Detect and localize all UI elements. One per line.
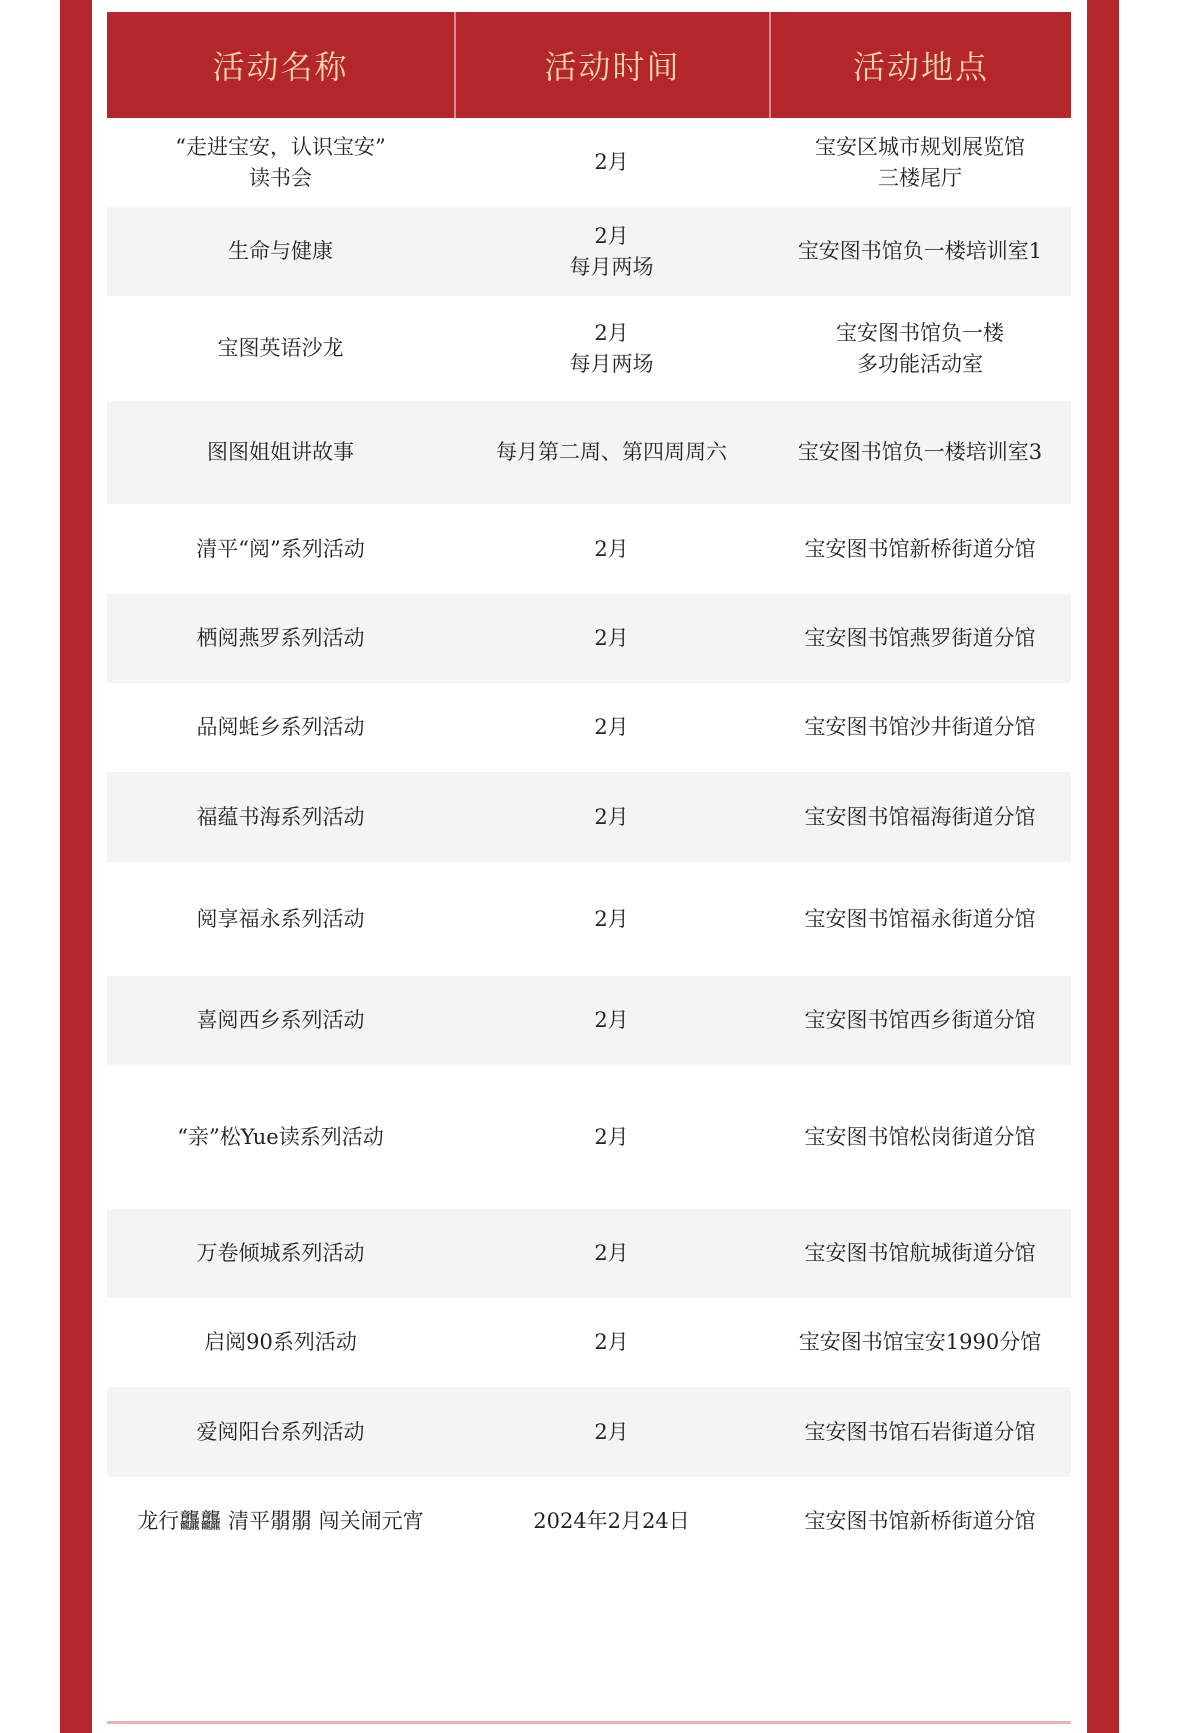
cell-activity-name [107,683,454,772]
cell-activity-time-line: 2024年2月24日 [533,1509,690,1533]
cell-activity-name-line: 读书会 [249,165,312,190]
cell-activity-place-line: 宝安图书馆福海街道分馆 [804,804,1036,829]
cell-activity-name [107,207,454,296]
cell-activity-place-line: 宝安图书馆石岩街道分馆 [804,1419,1036,1444]
cell-activity-time-line: 2月 [594,715,629,739]
cell-activity-place [769,1298,1071,1387]
table-row [107,1065,1071,1209]
cell-activity-time-line: 2月 [594,320,629,345]
cell-activity-place-line: 宝安图书馆沙井街道分馆 [804,715,1036,739]
cell-activity-name-line: 图图姐姐讲故事 [207,440,354,464]
right-red-border [1087,0,1119,1733]
header-activity-place: 活动地点 [769,12,1071,118]
cell-activity-name-line: 生命与健康 [228,239,333,263]
cell-activity-name [107,594,454,683]
table-row [107,296,1071,401]
cell-activity-time-line: 每月第二周、第四周周六 [496,440,727,464]
table-row [107,118,1071,207]
cell-activity-place [769,1065,1071,1209]
cell-activity-name-line: 栖阅燕罗系列活动 [196,626,365,650]
cell-activity-time [454,683,769,772]
cell-activity-name-line: 福蕴书海系列活动 [196,804,365,829]
cell-activity-name [107,976,454,1065]
table-header [107,12,1071,118]
table-row [107,1298,1071,1387]
cell-activity-place [769,976,1071,1065]
cell-activity-time-line: 每月两场 [569,254,654,279]
cell-activity-time [454,207,769,296]
table-row [107,976,1071,1065]
cell-activity-name [107,1477,454,1566]
cell-activity-place [769,1477,1071,1566]
cell-activity-name-line: 喜阅西乡系列活动 [196,1008,365,1032]
cell-activity-place [769,118,1071,207]
cell-activity-place-line: 宝安图书馆航城街道分馆 [804,1241,1036,1265]
cell-activity-time-line: 2月 [594,1124,629,1149]
cell-activity-name-line: 阅享福永系列活动 [196,906,365,931]
left-red-border [60,0,92,1733]
cell-activity-time-line: 2月 [594,1419,629,1444]
cell-activity-place-line: 宝安图书馆负一楼培训室3 [797,440,1043,464]
cell-activity-place-line: 宝安图书馆新桥街道分馆 [804,536,1036,561]
cell-activity-time [454,1298,769,1387]
cell-activity-name-line: 龙行龘龘 清平朤朤 闯关闹元宵 [137,1509,424,1533]
cell-activity-time-line: 2月 [594,223,629,248]
cell-activity-time [454,1477,769,1566]
cell-activity-place-line: 宝安图书馆新桥街道分馆 [804,1509,1036,1533]
cell-activity-time [454,1387,769,1477]
cell-activity-name [107,296,454,401]
table-row [107,401,1071,504]
cell-activity-name-line: 宝图英语沙龙 [217,336,344,360]
cell-activity-name [107,118,454,207]
table-row [107,683,1071,772]
cell-activity-time [454,976,769,1065]
cell-activity-place [769,772,1071,862]
cell-activity-name-line: 品阅蚝乡系列活动 [196,715,365,739]
cell-activity-name-line: “亲”松Yue读系列活动 [177,1124,384,1149]
cell-activity-time-line: 2月 [594,626,629,650]
cell-activity-name [107,1387,454,1477]
cell-activity-place-line: 多功能活动室 [857,351,983,376]
cell-activity-time [454,401,769,504]
table-row [107,504,1071,594]
cell-activity-place [769,401,1071,504]
table-row [107,207,1071,296]
cell-activity-place [769,683,1071,772]
table-row [107,594,1071,683]
cell-activity-name [107,1209,454,1298]
cell-activity-place-line: 宝安图书馆松岗街道分馆 [804,1124,1036,1149]
cell-activity-time-line: 2月 [594,1241,629,1265]
cell-activity-time [454,594,769,683]
header-activity-time: 活动时间 [454,12,769,118]
cell-activity-place [769,207,1071,296]
cell-activity-name [107,401,454,504]
cell-activity-time-line: 2月 [594,906,629,931]
cell-activity-name-line: 启阅90系列活动 [204,1330,357,1354]
cell-activity-name [107,504,454,594]
cell-activity-place-line: 宝安图书馆西乡街道分馆 [804,1008,1036,1032]
cell-activity-place [769,594,1071,683]
cell-activity-place-line: 宝安图书馆宝安1990分馆 [798,1330,1042,1354]
cell-activity-time [454,862,769,976]
cell-activity-time-line: 2月 [594,1008,629,1032]
cell-activity-time [454,296,769,401]
cell-activity-place-line: 宝安图书馆负一楼 [836,320,1004,345]
cell-activity-place [769,1209,1071,1298]
table-row [107,1477,1071,1566]
cell-activity-time [454,504,769,594]
cell-activity-time-line: 2月 [594,804,629,829]
cell-activity-time-line: 2月 [594,1330,629,1354]
cell-activity-place [769,504,1071,594]
cell-activity-time-line: 2月 [594,150,629,174]
table-row [107,1209,1071,1298]
table-row [107,862,1071,976]
cell-activity-name [107,862,454,976]
header-activity-name: 活动名称 [212,48,349,86]
table-bottom-divider [107,1721,1071,1724]
cell-activity-place-line: 宝安图书馆负一楼培训室1 [797,239,1043,263]
table-row [107,772,1071,862]
cell-activity-time [454,1209,769,1298]
cell-activity-time-line: 2月 [594,536,629,561]
cell-activity-name [107,772,454,862]
table-body [107,118,1071,1566]
cell-activity-time-line: 每月两场 [569,351,654,376]
cell-activity-name-line: 清平“阅”系列活动 [196,536,365,561]
cell-activity-name-line: 万卷倾城系列活动 [196,1241,365,1265]
cell-activity-time [454,118,769,207]
cell-activity-time [454,1065,769,1209]
cell-activity-place-line: 宝安图书馆福永街道分馆 [804,906,1036,931]
cell-activity-place-line: 宝安区城市规划展览馆 [815,134,1025,159]
cell-activity-name [107,1298,454,1387]
cell-activity-place [769,862,1071,976]
cell-activity-time [454,772,769,862]
cell-activity-place-line: 宝安图书馆燕罗街道分馆 [804,626,1036,650]
table-row [107,1387,1071,1477]
cell-activity-place-line: 三楼尾厅 [878,165,962,190]
cell-activity-place [769,296,1071,401]
activity-table [107,12,1071,1566]
cell-activity-name-line: “走进宝安，认识宝安” [175,134,386,159]
cell-activity-name [107,1065,454,1209]
cell-activity-place [769,1387,1071,1477]
cell-activity-name-line: 爱阅阳台系列活动 [196,1419,365,1444]
